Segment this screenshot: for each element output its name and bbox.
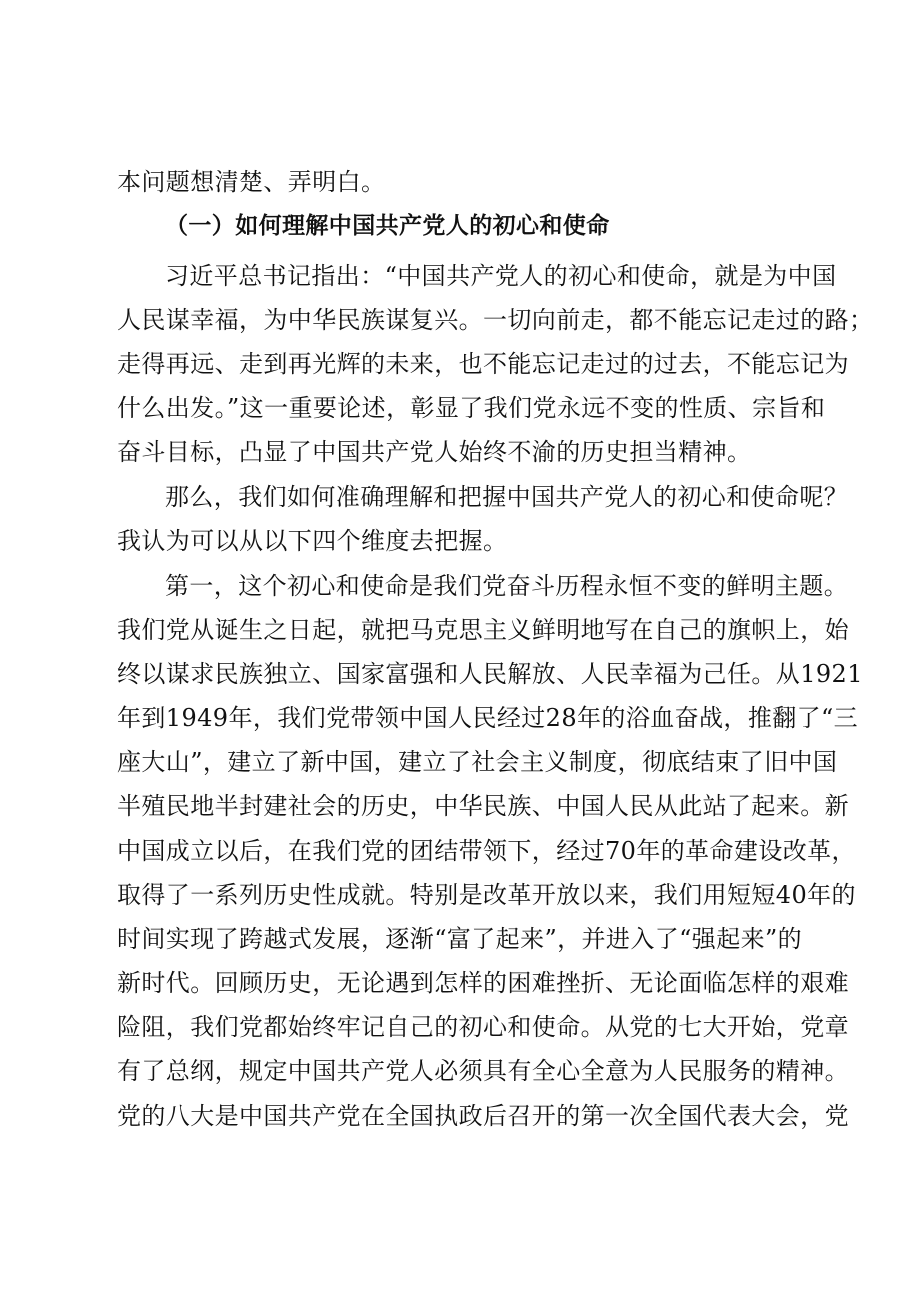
text-line-1: 本问题想清楚、弄明白。 [117,168,386,196]
text-line-5: 走得再远、走到再光辉的未来，也不能忘记走过的过去，不能忘记为 [117,350,849,378]
text-line-3: 习近平总书记指出：“中国共产党人的初心和使命，就是为中国 [165,262,837,290]
text-line-8: 那么，我们如何准确理解和把握中国共产党人的初心和使命呢？ [165,483,849,511]
text-line-7: 奋斗目标，凸显了中国共产党人始终不渝的历史担当精神。 [117,438,752,466]
text-line-22: 党的八大是中国共产党在全国执政后召开的第一次全国代表大会，党 [117,1102,849,1130]
text-line-13: 年到1949年，我们党带领中国人民经过28年的浴血奋战，推翻了“三 [117,704,859,732]
text-line-6: 什么出发。”这一重要论述，彰显了我们党永远不变的性质、宗旨和 [117,394,826,422]
section-heading: （一）如何理解中国共产党人的初心和使命 [165,213,610,239]
text-line-19: 新时代。回顾历史，无论遇到怎样的困难挫折、无论面临怎样的艰难 [117,969,849,997]
text-line-21: 有了总纲，规定中国共产党人必须具有全心全意为人民服务的精神。 [117,1057,849,1085]
text-line-12: 终以谋求民族独立、国家富强和人民解放、人民幸福为己任。从1921 [117,660,863,688]
text-line-16: 中国成立以后，在我们党的团结带领下，经过70年的革命建设改革， [117,837,856,865]
text-line-9: 我认为可以从以下四个维度去把握。 [117,527,508,555]
text-line-4: 人民谋幸福，为中华民族谋复兴。一切向前走，都不能忘记走过的路； [117,306,874,334]
text-line-15: 半殖民地半封建社会的历史，中华民族、中国人民从此站了起来。新 [117,792,849,820]
text-line-20: 险阻，我们党都始终牢记自己的初心和使命。从党的七大开始，党章 [117,1013,849,1041]
text-line-14: 座大山”，建立了新中国，建立了社会主义制度，彻底结束了旧中国 [117,748,838,776]
text-line-11: 我们党从诞生之日起，就把马克思主义鲜明地写在自己的旗帜上，始 [117,616,849,644]
text-line-10: 第一，这个初心和使命是我们党奋斗历程永恒不变的鲜明主题。 [165,572,849,600]
text-line-17: 取得了一系列历史性成就。特别是改革开放以来，我们用短短40年的 [117,881,856,909]
text-line-18: 时间实现了跨越式发展，逐渐“富了起来”，并进入了“强起来”的 [117,925,803,953]
